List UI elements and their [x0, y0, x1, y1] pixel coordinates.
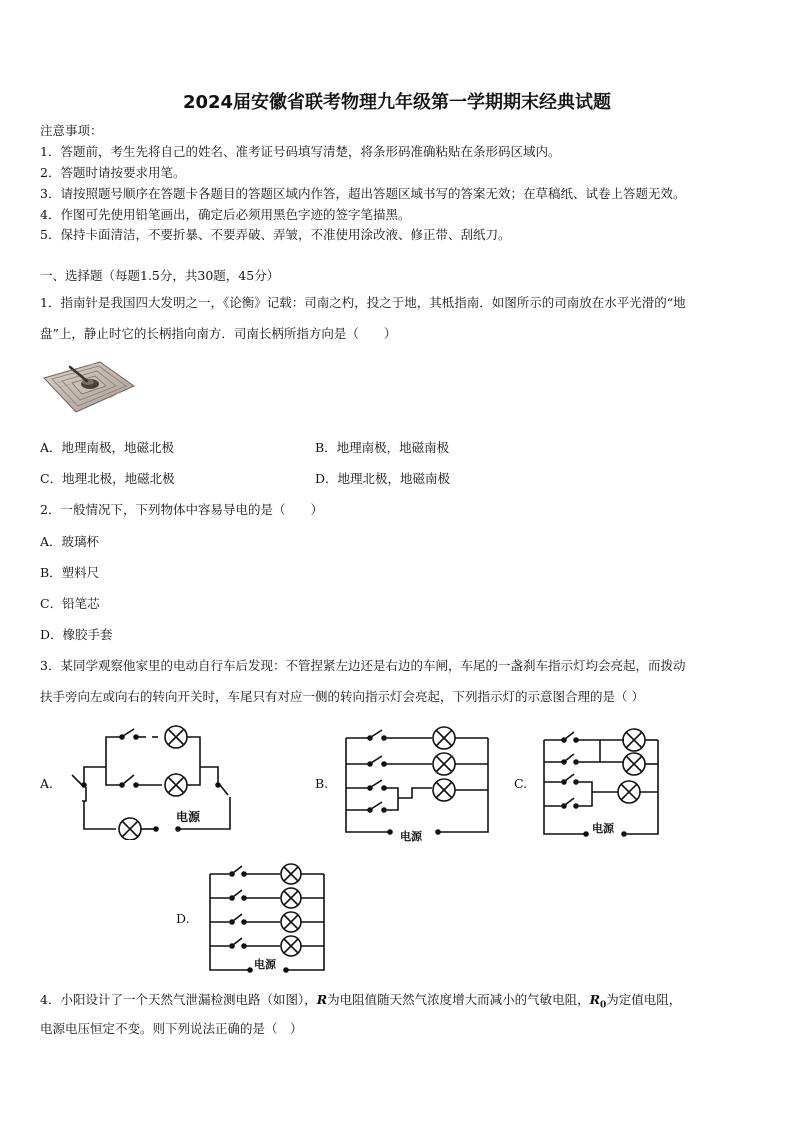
circuit-diagram-a — [62, 725, 242, 840]
q3-option-b-label[interactable]: B. — [315, 776, 329, 791]
notice-item-4: 4．作图可先使用铅笔画出，确定后必须用黑色字迹的签字笔描黑。 — [40, 207, 411, 222]
power-source-label: 电源 — [254, 958, 276, 971]
q3-stem-line1: 3．某同学观察他家里的电动自行车后发现：不管捏紧左边还是右边的车闸，车尾的一盏刹车指示灯均会亮起，而拨动 — [40, 658, 686, 673]
q1-option-d[interactable]: D．地理北极，地磁南极 — [315, 471, 451, 486]
q2-stem: 2．一般情况下，下列物体中容易导电的是（ ） — [40, 502, 323, 517]
q3-option-c-label[interactable]: C. — [514, 776, 528, 791]
q2-option-d[interactable]: D．橡胶手套 — [40, 627, 113, 642]
q2-option-b[interactable]: B．塑料尺 — [40, 565, 100, 580]
q1-option-b[interactable]: B．地理南极，地磁南极 — [315, 440, 450, 455]
notice-item-1: 1．答题前，考生先将自己的姓名、准考证号码填写清楚，将条形码准确粘贴在条形码区域内。 — [40, 144, 561, 159]
q4-symbol-r: R — [316, 992, 328, 1007]
q4-symbol-r0-subscript: 0 — [600, 1000, 607, 1011]
power-source-label: 电源 — [592, 822, 614, 835]
q1-stem-line2: 盘”上，静止时它的长柄指向南方．司南长柄所指方向是（ ） — [40, 326, 397, 341]
power-source-label: 电源 — [400, 830, 422, 843]
sinan-compass-image — [40, 356, 136, 416]
power-source-label: 电源 — [176, 810, 201, 824]
q3-option-a-label[interactable]: A. — [40, 776, 54, 791]
q4-stem-part3: 为定值电阻， — [606, 992, 682, 1007]
q4-stem-part2: 为电阻值随天然气浓度增大而减小的气敏电阻， — [327, 992, 590, 1007]
q4-symbol-r0: R — [589, 992, 601, 1007]
q4-stem-part1: 4．小阳设计了一个天然气泄漏检测电路（如图）， — [40, 992, 317, 1007]
q2-option-a[interactable]: A．玻璃杯 — [40, 534, 100, 549]
circuit-diagram-c — [540, 722, 665, 846]
page-title: 2024届安徽省联考物理九年级第一学期期末经典试题 — [182, 92, 612, 113]
q4-stem-line1 — [40, 990, 681, 1011]
notice-heading: 注意事项： — [40, 123, 103, 138]
q1-stem-line1: 1．指南针是我国四大发明之一，《论衡》记载：司南之杓，投之于地，其柢指南．如图所示的司南放在水平光滑的“地 — [40, 295, 686, 310]
q1-option-a[interactable]: A．地理南极，地磁北极 — [40, 440, 175, 455]
q4-stem-line2: 电源电压恒定不变。则下列说法正确的是（ ） — [40, 1021, 303, 1036]
q2-option-c[interactable]: C．铅笔芯 — [40, 596, 100, 611]
notice-item-2: 2．答题时请按要求用笔。 — [40, 165, 186, 180]
q3-stem-line2: 扶手旁向左或向右的转向开关时，车尾只有对应一侧的转向指示灯会亮起，下列指示灯的示意图合理的是（ ） — [40, 689, 644, 704]
circuit-diagram-b — [340, 722, 495, 846]
q3-option-d-label[interactable]: D. — [176, 911, 190, 926]
notice-item-5: 5．保持卡面清洁，不要折暴、不要弄破、弄皱，不准使用涂改液、修正带、刮纸刀。 — [40, 227, 511, 242]
notice-item-3: 3．请按照题号顺序在答题卡各题目的答题区域内作答，超出答题区域书写的答案无效；在草稿纸、试卷上答题无效。 — [40, 186, 686, 201]
circuit-diagram-d — [204, 860, 329, 978]
section-heading: 一、选择题（每题1.5分，共30题，45分） — [40, 268, 280, 283]
q1-option-c[interactable]: C．地理北极，地磁北极 — [40, 471, 175, 486]
